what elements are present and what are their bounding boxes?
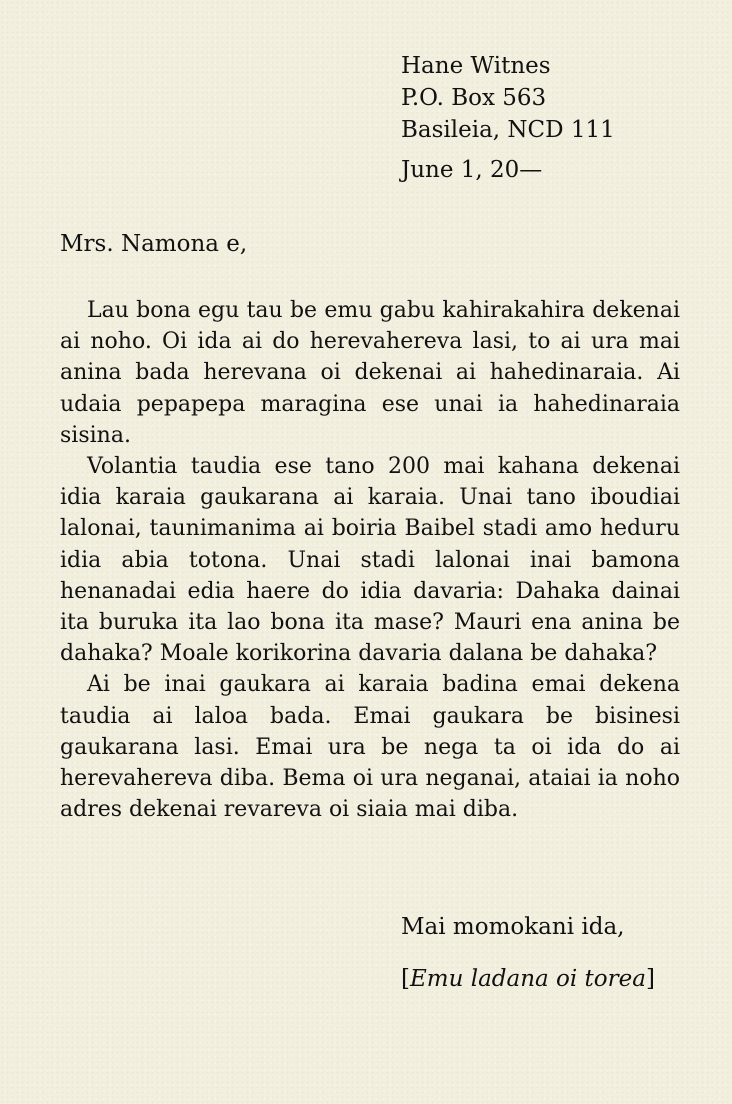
body-paragraph-3: Ai be inai gaukara ai karaia badina emai dekena taudia ai laloa bada. Emai gaukara be bisinesi gaukarana lasi. Emai ura be nega ta oi ida do ai herevahereva diba. Bema oi ura neganai, ataiai ia noho adres dekenai revareva oi siaia mai diba. xyxy=(60,672,680,823)
closing: Mai momokani ida, xyxy=(401,914,625,940)
body-paragraph-1: Lau bona egu tau be emu gabu kahirakahira dekenai ai noho. Oi ida ai do herevahereva lasi, to ai ura mai anina bada herevana oi dekenai ai hahedinaraia. Ai udaia pepapepa maragina ese unai ia hahedinaraia sisina. xyxy=(60,298,680,448)
signature-close-bracket: ] xyxy=(645,966,655,992)
signature-placeholder xyxy=(401,963,655,995)
sender-city: Basileia, NCD 111 xyxy=(401,117,615,143)
sender-address xyxy=(401,50,615,146)
letter-body xyxy=(60,295,680,825)
sender-name: Hane Witnes xyxy=(401,53,551,79)
letter-date: June 1, 20— xyxy=(401,157,543,183)
salutation: Mrs. Namona e, xyxy=(60,231,248,257)
sender-po-box: P.O. Box 563 xyxy=(401,85,547,111)
signature-text: Emu ladana oi torea xyxy=(409,966,646,992)
signature-open-bracket: [ xyxy=(401,966,410,992)
body-paragraph-2: Volantia taudia ese tano 200 mai kahana dekenai idia karaia gaukarana ai karaia. Unai tano iboudiai lalonai, taunimanima ai boiria Baibel stadi amo heduru idia abia totona. Unai stadi lalonai inai bamona henanadai edia haere do idia davaria: Dahaka dainai ita buruka ita lao bona ita mase? Mauri ena anina be dahaka? Moale korikorina davaria dalana be dahaka? xyxy=(60,454,680,667)
